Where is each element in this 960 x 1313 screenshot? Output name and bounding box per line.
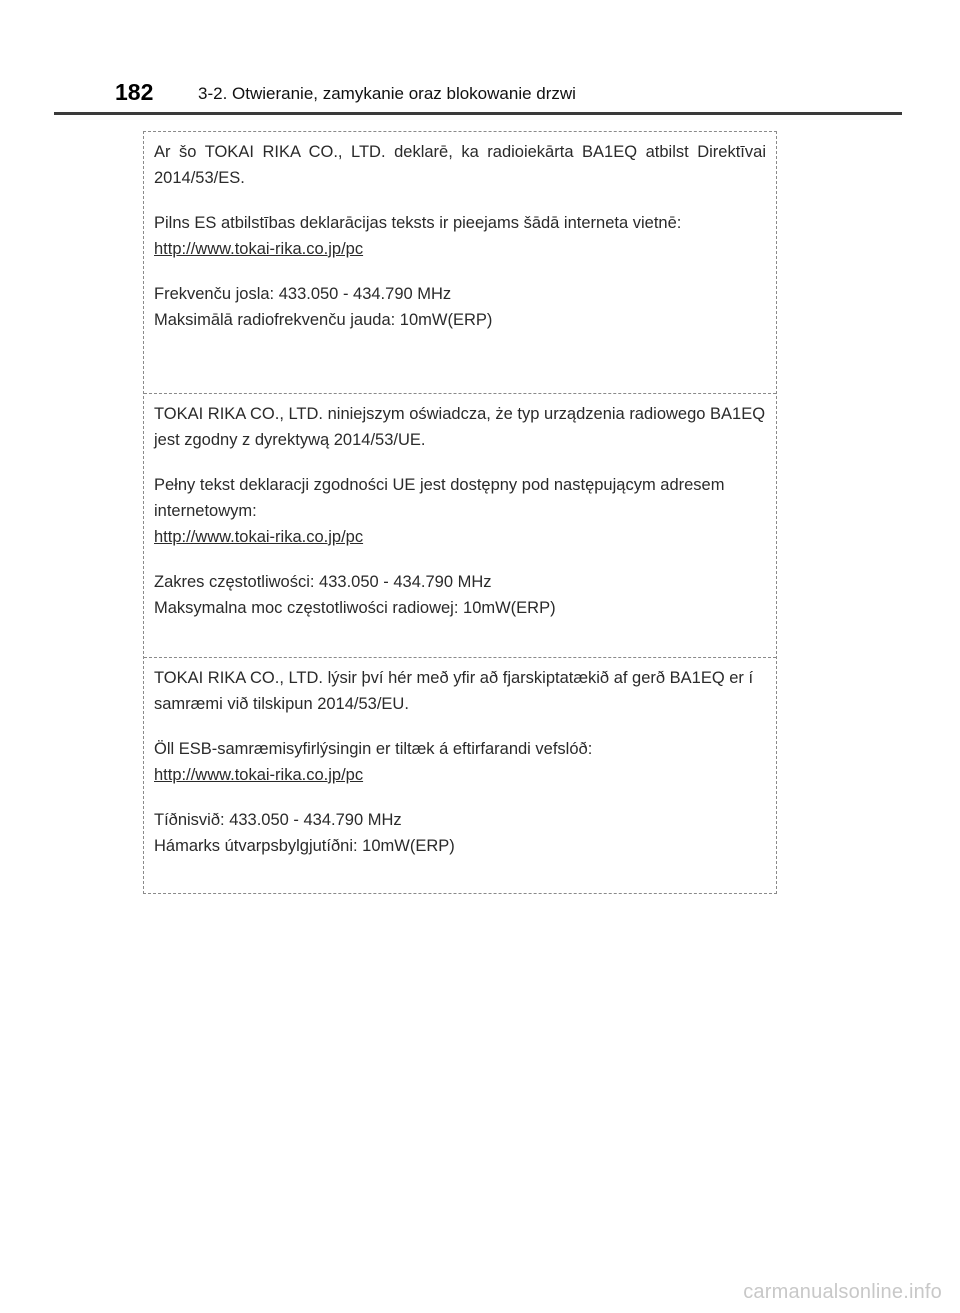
declaration-specs — [154, 569, 766, 621]
max-power: Maksymalna moc częstotliwości radiowej: 10mW(ERP) — [154, 599, 556, 617]
full-text-info-label: Pilns ES atbilstības deklarācijas teksts ir pieejams šādā interneta vietnē: — [154, 214, 682, 232]
declaration-statement: TOKAI RIKA CO., LTD. niniejszym oświadcza, że typ urządzenia radiowego BA1EQ jest zgodny z dyrektywą 2014/53/UE. — [154, 405, 766, 449]
watermark: carmanualsonline.info — [743, 1281, 942, 1303]
full-text-info-label: Pełny tekst deklaracji zgodności UE jest dostępny pod następującym adresem internetowym: — [154, 476, 725, 520]
declaration-statement: Ar šo TOKAI RIKA CO., LTD. deklarē, ka radioiekārta BA1EQ atbilst Direktīvai 2014/53/ES. — [154, 143, 766, 187]
declarations-box — [143, 131, 777, 894]
declaration-statement: TOKAI RIKA CO., LTD. lýsir því hér með yfir að fjarskiptatækið af gerð BA1EQ er í samræmi við tilskipun 2014/53/EU. — [154, 669, 754, 713]
declaration-specs — [154, 281, 766, 333]
declaration-full-text-info — [154, 210, 766, 262]
frequency-band: Tíðnisvið: 433.050 - 434.790 MHz — [154, 811, 402, 829]
full-text-info-label: Öll ESB-samræmisyfirlýsingin er tiltæk á eftirfarandi vefslóð: — [154, 740, 593, 758]
header-rule — [54, 112, 902, 115]
declaration-specs — [154, 807, 766, 859]
max-power: Maksimālā radiofrekvenču jauda: 10mW(ERP) — [154, 311, 493, 329]
max-power: Hámarks útvarpsbylgjutíðni: 10mW(ERP) — [154, 837, 455, 855]
declaration-link[interactable]: http://www.tokai-rika.co.jp/pc — [154, 528, 364, 546]
declaration-icelandic — [144, 658, 776, 893]
declaration-link[interactable]: http://www.tokai-rika.co.jp/pc — [154, 766, 364, 784]
declaration-full-text-info — [154, 472, 766, 550]
declaration-link[interactable]: http://www.tokai-rika.co.jp/pc — [154, 240, 364, 258]
declaration-polish — [144, 394, 776, 658]
page-number: 182 — [115, 79, 154, 105]
declaration-full-text-info — [154, 736, 766, 788]
frequency-band: Frekvenču josla: 433.050 - 434.790 MHz — [154, 285, 452, 303]
section-title: 3-2. Otwieranie, zamykanie oraz blokowanie drzwi — [198, 84, 576, 103]
frequency-band: Zakres częstotliwości: 433.050 - 434.790 MHz — [154, 573, 492, 591]
page-header — [0, 0, 960, 120]
declaration-latvian — [144, 132, 776, 394]
